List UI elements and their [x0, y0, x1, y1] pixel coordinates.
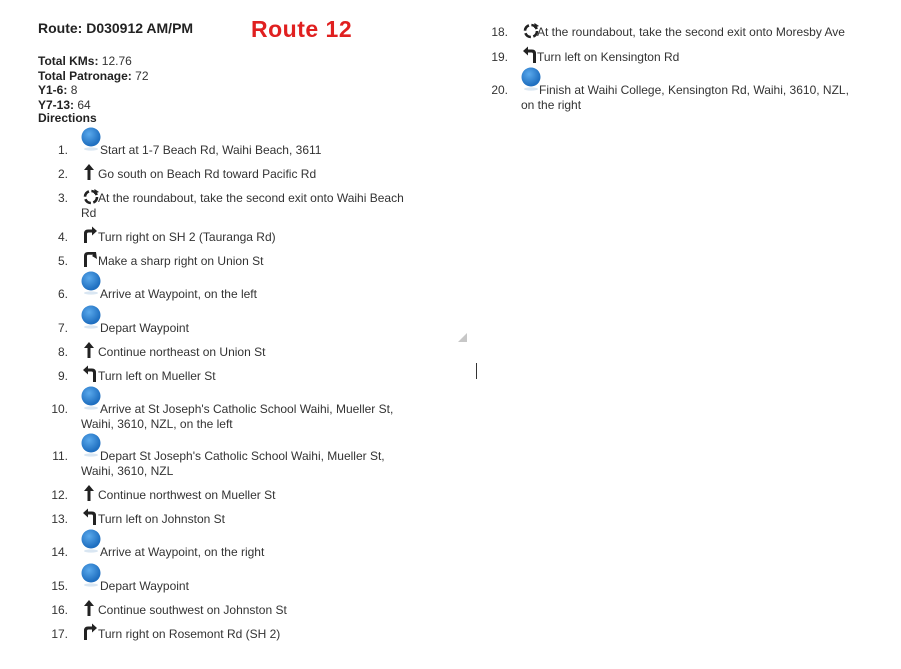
- step-text: Turn left on Johnston St: [98, 512, 225, 526]
- step-number: 15.: [51, 579, 68, 593]
- step-text: Turn left on Kensington Rd: [537, 50, 680, 64]
- step-number: 10.: [51, 402, 68, 416]
- step-text: Arrive at Waypoint, on the left: [100, 287, 257, 301]
- route-stats: [38, 54, 149, 112]
- waypoint-icon: [80, 271, 102, 295]
- step-number: 2.: [57, 167, 68, 181]
- step-number: 6.: [57, 287, 68, 301]
- step-text: Start at 1-7 Beach Rd, Waihi Beach, 3611: [100, 143, 322, 157]
- step-text: Turn right on SH 2 (Tauranga Rd): [98, 230, 276, 244]
- step-number: 17.: [51, 627, 68, 641]
- step-number: 16.: [51, 603, 68, 617]
- step-number: 8.: [57, 345, 68, 359]
- total-patronage-label: Total Patronage:: [38, 68, 132, 83]
- route-number-badge: Route 12: [251, 16, 353, 42]
- step-number: 19.: [491, 50, 508, 64]
- step-text: At the roundabout, take the second exit onto Waihi Beach: [98, 191, 404, 205]
- step-number: 11.: [52, 449, 68, 463]
- step-number: 5.: [57, 254, 68, 268]
- step-text: Continue northwest on Mueller St: [98, 488, 276, 502]
- total-kms-label: Total KMs:: [38, 54, 99, 68]
- step-text-continued: on the right: [521, 98, 582, 112]
- text-caret: [476, 363, 477, 379]
- step-text: Continue northeast on Union St: [98, 345, 266, 359]
- y1-6-row: [38, 83, 149, 98]
- step-number: 18.: [491, 25, 508, 39]
- step-text: Turn left on Mueller St: [98, 369, 216, 383]
- total-patronage-row: [38, 69, 149, 84]
- step-text: Depart Waypoint: [100, 579, 189, 593]
- step-number: 20.: [491, 83, 508, 97]
- step-number: 1.: [57, 143, 68, 157]
- step-number: 13.: [51, 512, 68, 526]
- turn-left-icon: [82, 365, 98, 383]
- turn-right-icon: [82, 226, 98, 244]
- step-number: 14.: [51, 545, 68, 559]
- waypoint-icon: [80, 529, 102, 553]
- step-text: Go south on Beach Rd toward Pacific Rd: [98, 167, 317, 181]
- step-text: Make a sharp right on Union St: [98, 254, 264, 268]
- step-text: Arrive at St Joseph's Catholic School Waihi, Mueller St,: [100, 402, 394, 416]
- y7-13-row: [38, 98, 149, 113]
- total-patronage-value: 72: [135, 68, 149, 83]
- straight-arrow-icon: [82, 163, 96, 181]
- step-text-continued: Waihi, 3610, NZL, on the left: [81, 417, 233, 431]
- y7-13-value: 64: [77, 97, 91, 112]
- waypoint-icon: [80, 386, 102, 410]
- resize-handle-icon[interactable]: [458, 333, 467, 342]
- step-number: 9.: [57, 369, 68, 383]
- step-text-continued: Rd: [81, 206, 97, 220]
- step-number: 4.: [57, 230, 68, 244]
- waypoint-icon: [80, 433, 102, 457]
- step-text: Finish at Waihi College, Kensington Rd, Waihi, 3610, NZL,: [539, 83, 849, 97]
- waypoint-icon: [80, 305, 102, 329]
- y1-6-label: Y1-6:: [38, 83, 68, 97]
- turn-left-icon: [82, 508, 98, 526]
- step-text: Depart Waypoint: [100, 321, 189, 335]
- waypoint-icon: [80, 127, 102, 151]
- y1-6-value: 8: [70, 83, 78, 97]
- turn-left-icon: [522, 46, 538, 64]
- straight-arrow-icon: [82, 484, 96, 502]
- step-text: Arrive at Waypoint, on the right: [100, 545, 265, 559]
- step-text-continued: Waihi, 3610, NZL: [81, 464, 174, 478]
- sharp-right-icon: [82, 250, 98, 268]
- step-text: Depart St Joseph's Catholic School Waihi, Mueller St,: [100, 449, 385, 463]
- waypoint-icon: [80, 563, 102, 587]
- step-text: At the roundabout, take the second exit onto Moresby Ave: [537, 25, 845, 39]
- turn-right-icon: [82, 623, 98, 641]
- total-kms-row: [38, 54, 149, 69]
- route-title: Route: D030912 AM/PM: [38, 20, 194, 36]
- straight-arrow-icon: [82, 341, 96, 359]
- step-number: 3.: [57, 191, 68, 205]
- step-number: 7.: [57, 321, 68, 335]
- straight-arrow-icon: [82, 599, 96, 617]
- step-text: Turn right on Rosemont Rd (SH 2): [98, 627, 281, 641]
- step-number: 12.: [51, 488, 68, 502]
- directions-heading: Directions: [38, 111, 97, 125]
- step-text: Continue southwest on Johnston St: [98, 603, 287, 617]
- total-kms-value: 12.76: [101, 54, 132, 68]
- y7-13-label: Y7-13:: [38, 97, 75, 112]
